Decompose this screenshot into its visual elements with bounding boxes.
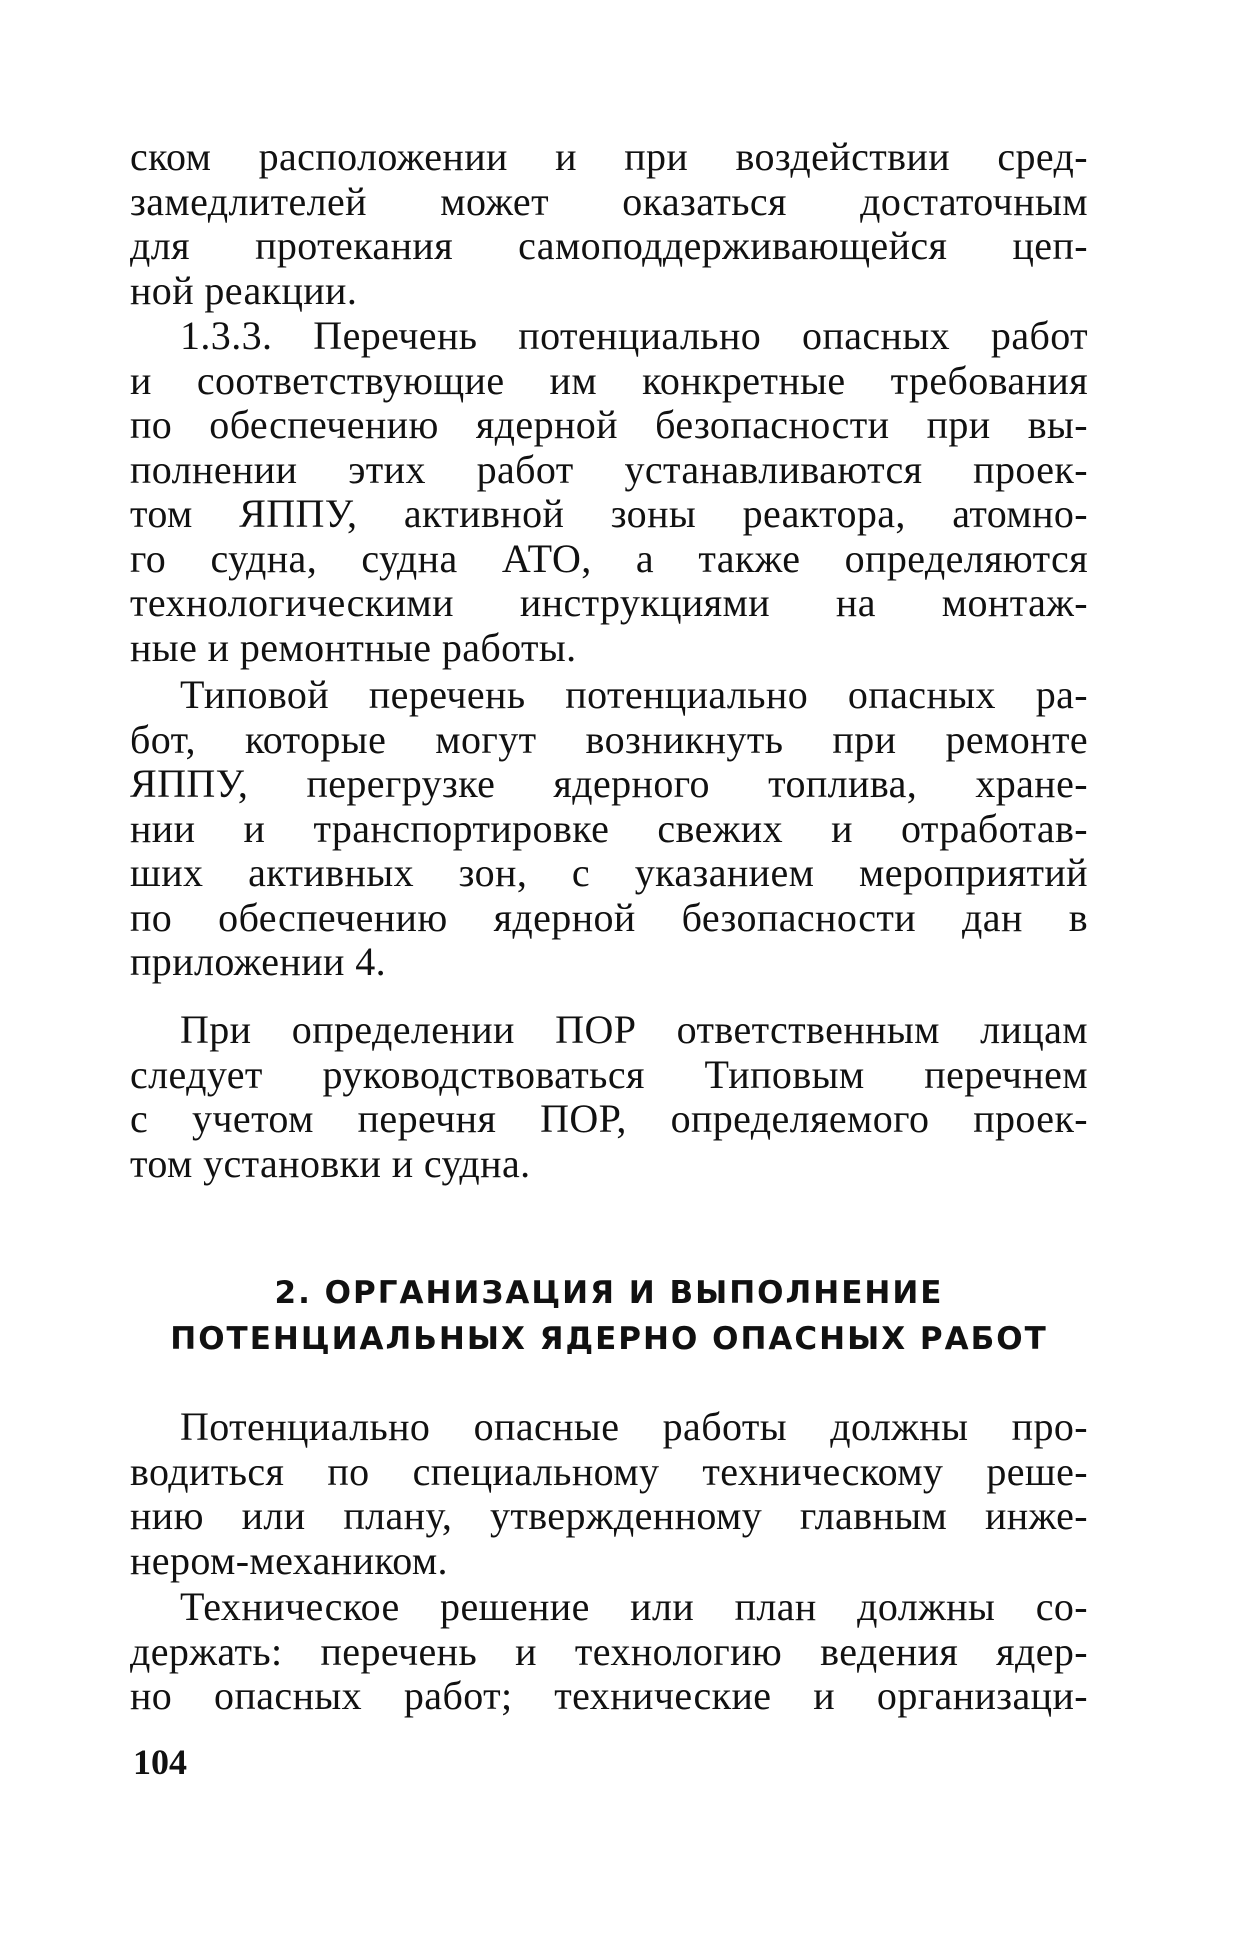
text-line: водиться по специальному техническому реше- — [130, 1448, 1088, 1494]
text-line: ском расположении и при воздействии сред- — [130, 134, 1088, 179]
text-line: технологическими инструкциями на монтаж- — [130, 580, 1088, 625]
text-line: полнении этих работ устанавливаются проек- — [130, 446, 1088, 492]
text-line: нии и транспортировке свежих и отработав- — [130, 805, 1088, 851]
paragraph-work-plan — [130, 1405, 1088, 1583]
text-line: бот, которые могут возникнуть при ремонте — [130, 716, 1088, 762]
text-line: и соответствующие им конкретные требования — [130, 357, 1088, 403]
text-line: с учетом перечня ПОР, определяемого проек- — [130, 1096, 1088, 1141]
text-line: том установки и судна. — [130, 1140, 531, 1186]
heading-line: 2. ОРГАНИЗАЦИЯ И ВЫПОЛНЕНИЕ — [274, 1275, 944, 1311]
text-line: приложении 4. — [130, 939, 387, 984]
paragraph-1-3-3 — [130, 314, 1088, 670]
paragraph-technical-decision — [130, 1585, 1088, 1719]
text-line: замедлителей может оказаться достаточным — [130, 178, 1088, 224]
paragraph-por — [130, 1008, 1088, 1186]
text-line: При определении ПОР ответственным лицам — [180, 1007, 1088, 1052]
text-line: следует руководствоваться Типовым перечнем — [130, 1051, 1088, 1097]
page-number: 104 — [133, 1742, 187, 1782]
text-line: ные и ремонтные работы. — [130, 624, 577, 670]
text-line: Потенциально опасные работы должны про- — [180, 1404, 1088, 1449]
text-line: Техническое решение или план должны со- — [180, 1584, 1088, 1629]
text-line: Типовой перечень потенциально опасных ра- — [180, 672, 1088, 717]
text-line: 1.3.3. Перечень потенциально опасных работ — [180, 313, 1088, 358]
text-line: нером-механиком. — [130, 1537, 448, 1583]
section-heading — [130, 1270, 1088, 1362]
text-line: по обеспечению ядерной безопасности дан в — [130, 894, 1088, 940]
text-line: ших активных зон, с указанием мероприятий — [130, 850, 1088, 895]
text-line: том ЯППУ, активной зоны реактора, атомно- — [130, 491, 1088, 536]
paragraph-continuation — [130, 135, 1088, 313]
text-line: ЯППУ, перегрузке ядерного топлива, хране- — [130, 761, 1088, 806]
text-line: держать: перечень и технологию ведения ядер- — [130, 1628, 1088, 1674]
text-line: го судна, судна АТО, а также определяются — [130, 535, 1088, 581]
text-line: но опасных работ; технические и организаци- — [130, 1673, 1088, 1718]
heading-line: ПОТЕНЦИАЛЬНЫХ ЯДЕРНО ОПАСНЫХ РАБОТ — [170, 1321, 1048, 1357]
paragraph-typical-list — [130, 673, 1088, 985]
text-line: для протекания самоподдерживающейся цеп- — [130, 223, 1088, 268]
text-line: нию или плану, утвержденному главным инже- — [130, 1493, 1088, 1538]
text-line: по обеспечению ядерной безопасности при вы- — [130, 402, 1088, 447]
text-line: ной реакции. — [130, 267, 358, 313]
